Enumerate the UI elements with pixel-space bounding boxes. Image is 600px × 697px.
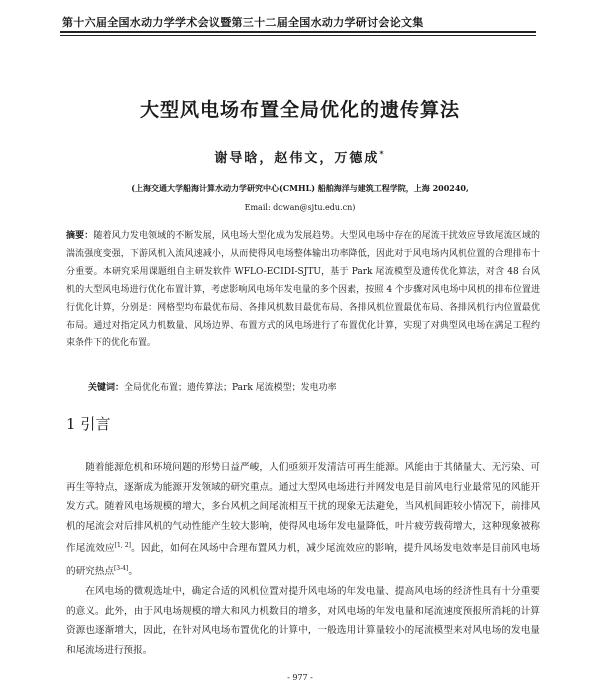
paragraph-text: 随着能源危机和环境问题的形势日益严峻，人们亟须开发清洁可再生能源。风能由于其储量大、无污染、可再生等特点，逐渐成为能源开发领域的研究重点。通过大型风电场进行并网发电是目前风电行业最常见的风能开发方式。随着风电场规模的增大，多台风机之间尾流相互干扰的现象无法避免，当风机间距较小情况下，前排风机的尾流会对后排风机的气动性能产生较大影响，使得风电场年发电量降低，叶片疲劳载荷增大，这种现象被称作尾流效应 [66,462,540,555]
header-rule [60,31,536,33]
email: Email: dcwan@sjtu.edu.cn) [244,203,356,212]
paragraph-text: 。 [128,566,138,578]
keywords [88,380,540,393]
author-names: 谢导晗，赵伟文，万德成 [214,151,380,166]
paragraph [66,458,540,582]
citation: [1, 2] [114,542,131,550]
abstract-label: 摘要： [66,231,94,241]
running-header: 第十六届全国水动力学学术会议暨第三十二届全国水动力学研讨会论文集 [62,16,424,29]
keywords-text: 全局优化布置；遗传算法；Park 尾流模型；发电功率 [124,383,337,393]
section-title: 引言 [80,415,111,433]
abstract [66,228,540,353]
section-number: 1 [66,415,76,433]
section-heading [66,413,110,434]
keywords-label: 关键词： [88,383,125,393]
citation: [3-4] [113,565,129,573]
abstract-text: 随着风力发电领域的不断发展，风电场大型化成为发展趋势。大型风电场中存在的尾流干扰效应导致尾流区域的湍流强度变强，下游风机入流风速减小，从而使得风电场整体输出功率降低，因此对于风电场内风机位置的合理排布十分重要。本研究采用课题组自主研发软件 WFLO-ECIDI-SJTU，基于 Park 尾流模型及遗传优化算法，对含 48 台风机的大型风电场进行优化布置计算，考虑影响风电场年发电量的多个因素，按照 4 个步骤对风电场中风机的排布位置进行优化计算，分别是：网格型均布最优布局、各排风机数目最优布局、各排风机位置最优布局、各排风机行内位置最优布局。通过对指定风力机数量、风场边界、布置方式的风电场进行了布置优化计算，实现了对典型风电场在满足工程约束条件下的优化布置。 [66,231,540,349]
paragraph: 在风电场的微观选址中，确定合适的风机位置对提升风电场的年发电量、提高风电场的经济性具有十分重要的意义。此外，由于风电场规模的增大和风力机数目的增多，对风电场的年发电量和尾流速度预报所消耗的计算资源也逐渐增大，因此，在针对风电场布置优化的计算中，一般选用计算量较小的尾流模型来对风电场的发电量和尾流场进行预报。 [66,585,540,656]
body-text [66,458,540,660]
paper-title: 大型风电场布置全局优化的遗传算法 [139,99,460,121]
affiliation: (上海交通大学船海计算水动力学研究中心(CMHL) 船舶海洋与建筑工程学院，上海 200240, [131,183,469,193]
corresponding-mark: * [379,148,386,159]
page-number: - 977 - [287,673,313,682]
header-rule-thin [60,35,536,36]
paragraph-text: 。因此，如何在风场中合理布置风力机，减少尾流效应的影响，提升风场发电效率是目前风电场的研究热点 [66,543,541,578]
author-line [0,147,600,166]
